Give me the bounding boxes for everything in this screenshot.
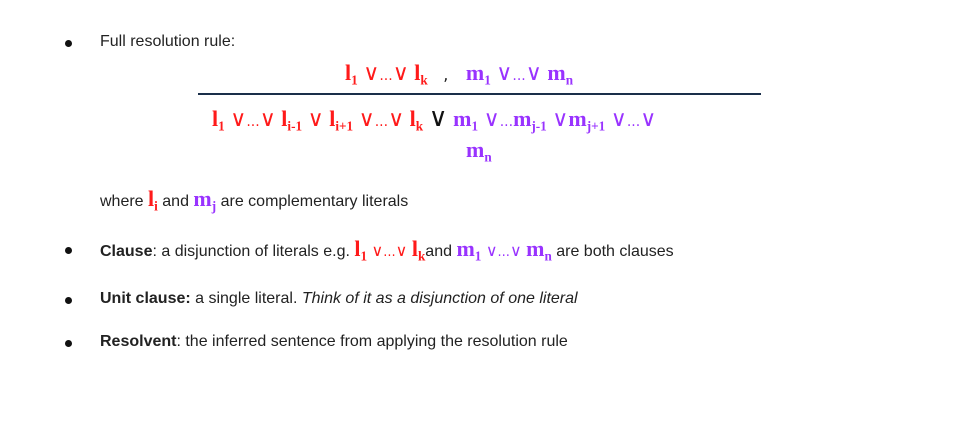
literal-l-i-minus-1: $l_{i-1}$ <box>281 106 303 134</box>
or-symbol: ∨ <box>496 61 513 86</box>
literal-m-j-minus-1: $m_{j-1}$ <box>513 106 547 134</box>
clause-bullet: Clause: a disjunction of literals e.g. $l_1$ ∨...∨ $l_kand$ $m_1$ ∨...∨ $m_n$ are both clauses <box>100 236 674 264</box>
rule-denominator <box>212 105 656 140</box>
unit-clause-bullet: Unit clause: a single literal. Think of it as a disjunction of one literal <box>100 290 578 307</box>
or-symbol: ∨ <box>307 107 324 132</box>
ellipsis: ... <box>499 114 514 130</box>
or-symbol: ∨ <box>485 241 498 260</box>
or-symbol: ∨ <box>509 241 522 260</box>
literal-m-j-plus-1: $m_{j+1}$ <box>568 106 606 134</box>
or-symbol: ∨ <box>552 107 569 132</box>
or-symbol: ∨ <box>371 241 384 260</box>
inference-rule-line <box>198 93 761 95</box>
literal-m1: $m_1$ <box>465 60 491 88</box>
ellipsis: ... <box>626 114 641 130</box>
ellipsis: ... <box>246 114 260 130</box>
or-symbol: ∨ <box>395 241 408 260</box>
or-symbol: ∨ <box>388 107 405 132</box>
literal-mn: $m_n$ <box>526 236 552 264</box>
or-symbol: ∨ <box>363 61 380 86</box>
ellipsis: ... <box>379 68 393 84</box>
ellipsis: ... <box>497 245 510 260</box>
ellipsis: ... <box>383 245 396 260</box>
resolvent-bullet: Resolvent: the inferred sentence from applying the resolution rule <box>100 333 568 350</box>
literal-l1: $l_1$ <box>212 106 225 134</box>
or-symbol: ∨ <box>640 107 657 132</box>
bullet-dot <box>65 297 72 304</box>
literal-m1: $m_1$ <box>456 236 482 264</box>
bullet-dot <box>65 340 72 347</box>
bullet-dot <box>65 247 72 254</box>
unit-clause-note: Think of it as a disjunction of one literal <box>301 290 578 307</box>
bullet-dot <box>65 40 72 47</box>
ellipsis: ... <box>512 68 526 84</box>
rule-numerator <box>345 60 573 94</box>
literal-l1: $l_1$ <box>354 236 368 264</box>
or-symbol-large: ∨ <box>428 103 448 133</box>
or-symbol: ∨ <box>392 61 409 86</box>
literal-l-i-plus-1: $l_{i+1}$ <box>329 106 354 134</box>
literal-mn: $m_n$ <box>547 60 574 88</box>
literal-l1: $l_1$ <box>345 60 358 88</box>
literal-lk: $l_k$ <box>409 106 424 134</box>
full-resolution-heading: Full resolution rule: <box>100 33 236 50</box>
where-line: where $l_i$ and $m_j$ are complementary literals <box>100 186 409 214</box>
literal-mn-wrapped: $m_n$ <box>466 137 492 165</box>
resolvent-label: Resolvent <box>100 333 177 350</box>
or-symbol: ∨ <box>259 107 276 132</box>
or-symbol: ∨ <box>525 61 542 86</box>
literal-li: $l_i$ <box>148 186 158 214</box>
clause-label: Clause <box>100 243 153 260</box>
or-symbol: ∨ <box>358 107 375 132</box>
literal-lk: $l_k$ <box>411 236 426 264</box>
ellipsis: ... <box>374 114 389 130</box>
or-symbol: ∨ <box>230 107 247 132</box>
or-symbol: ∨ <box>483 107 500 132</box>
literal-lk: $l_k$ <box>414 60 428 88</box>
or-symbol: ∨ <box>610 107 627 132</box>
literal-m1: $m_1$ <box>453 106 479 134</box>
unit-clause-label: Unit clause: <box>100 290 191 307</box>
comma: , <box>443 65 449 84</box>
literal-mj: $m_j$ <box>193 186 217 214</box>
